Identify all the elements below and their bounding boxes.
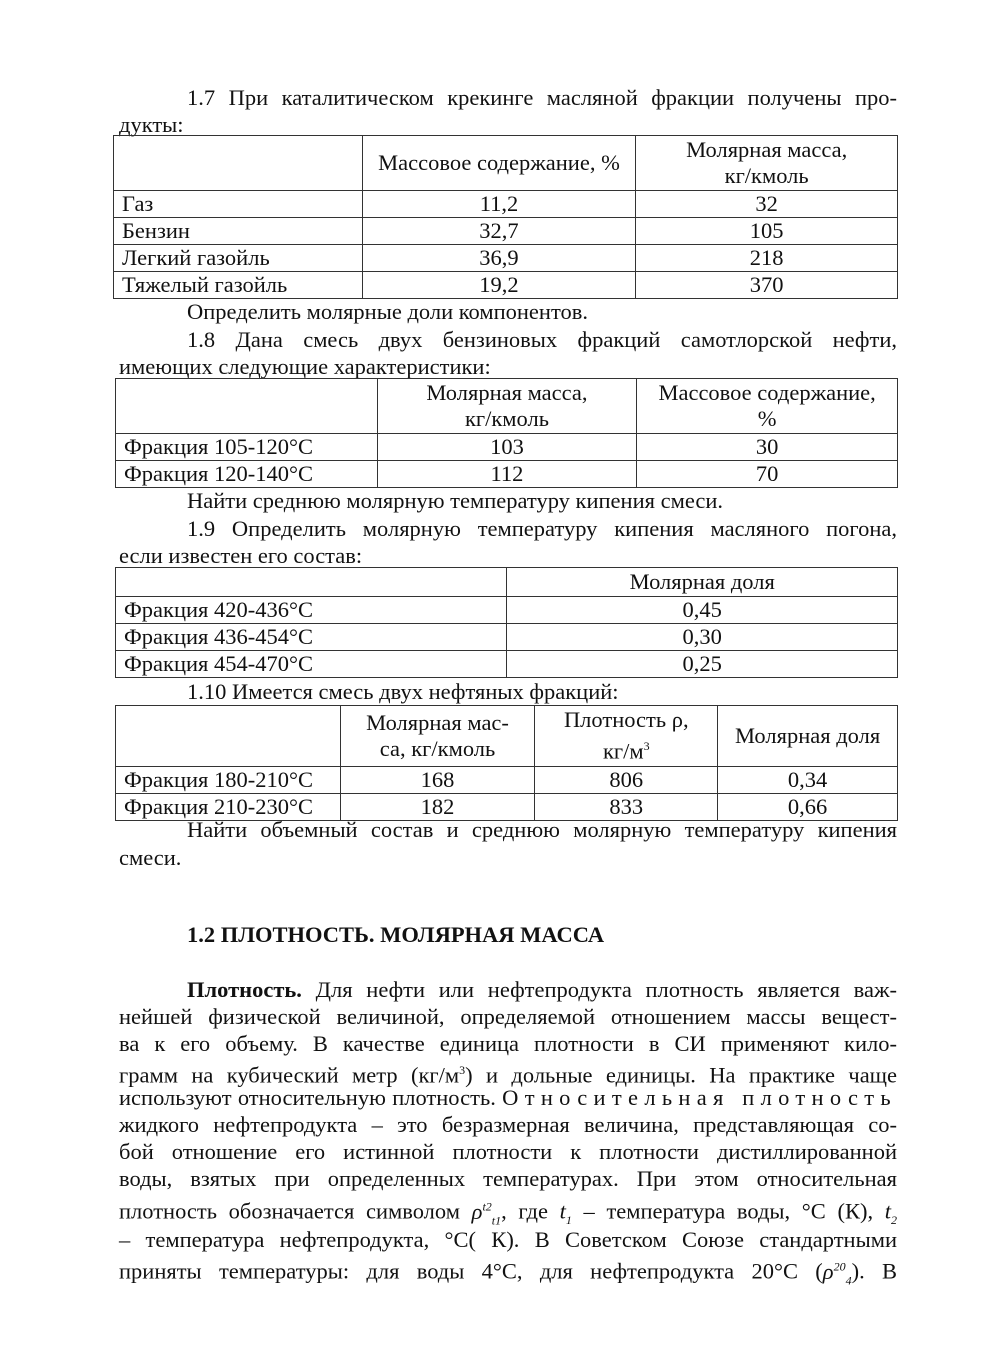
paragraph-lead: Плотность. [187,977,302,1002]
paragraph-line: плотность обозначается символом $\rho^{t2}_{t1}$, где $t_1$ – температура воды, °С (К), $t_2$ [119,1198,897,1227]
table-header-empty [116,568,507,597]
problem-1-10-intro: 1.10 Имеется смесь двух нефтяных фракций: [187,679,619,704]
paragraph-line: – температура нефтепродукта, °С( К). В Советском Союзе стандартными [119,1227,897,1252]
table-row: Бензин 32,7 105 [114,218,898,245]
table-header-mass-content: Массовое содержание, % [362,136,636,191]
problem-1-8-intro-line1: 1.8 Дана смесь двух бензиновых фракций самотлорской нефти, [187,327,897,352]
table-header-empty [116,706,341,767]
problem-1-10-task-line1: Найти объемный состав и среднюю молярную температуру кипения [187,817,897,842]
problem-1-9-intro-line1: 1.9 Определить молярную температуру кипения масляного погона, [187,516,897,541]
spaced-term: Относительная плотность [502,1085,897,1110]
table-row: Фракция 180-210°С 168 806 0,34 [116,766,898,793]
table-header-molar-fraction: Молярная доля [718,706,898,767]
table-row: Фракция 454-470°С 0,25 [116,651,898,678]
rho-symbol: $\rho^{20}_4$ [822,1258,852,1287]
table-header-density: Плотность ρ, $кг/м^3$ [535,706,718,767]
problem-1-8-task: Найти среднюю молярную температуру кипения смеси. [187,488,724,513]
table-header-molar-mass: Молярная мас- са, кг/кмоль [340,706,535,767]
problem-1-7-intro-line1: 1.7 При каталитическом крекинге масляной фракции получены про- [187,85,897,110]
table-header-molar-mass: Молярная масса, кг/кмоль [636,136,898,191]
paragraph-line: нейшей физической величиной, определяемой отношением массы вещест- [119,1004,897,1029]
paragraph-line: приняты температуры: для воды 4°С, для нефтепродукта 20°С $(\rho^{20}_4)$. В [119,1258,897,1287]
paragraph-line: воды, взятых при определенных температурах. При этом относительная [119,1166,897,1191]
section-heading: 1.2 ПЛОТНОСТЬ. МОЛЯРНАЯ МАССА [187,922,605,947]
table-1-10 [115,705,898,821]
table-header-molar-mass: Молярная масса, кг/кмоль [377,379,637,434]
paragraph-line: бой отношение его истинной плотности к плотности дистиллированной [119,1139,897,1164]
table-1-8 [115,378,898,488]
problem-1-10-task-line2: смеси. [119,845,182,870]
problem-1-9-intro-line2: если известен его состав: [119,543,363,568]
paragraph-line: Плотность. Для нефти или нефтепродукта плотность является важ- [187,977,897,1002]
table-header-mass-content: Массовое содержание, % [637,379,898,434]
problem-1-7-intro-line2: дукты: [119,112,184,137]
table-row: Газ 11,2 32 [114,191,898,218]
table-row: Фракция 420-436°С 0,45 [116,597,898,624]
problem-1-7-task: Определить молярные доли компонентов. [187,299,588,324]
table-row: Фракция 120-140°С 112 70 [116,461,898,488]
table-1-9 [115,567,898,678]
table-row: Фракция 436-454°С 0,30 [116,624,898,651]
table-row: Легкий газойль 36,9 218 [114,245,898,272]
paragraph-line: ва к его объему. В качестве единица плотности в СИ применяют кило- [119,1031,897,1056]
table-row: Фракция 210-230°С 182 833 0,66 [116,793,898,820]
table-header-empty [116,379,378,434]
table-header-molar-fraction: Молярная доля [507,568,898,597]
table-1-7 [113,135,898,299]
paragraph-line: грамм на кубический метр $(кг/м^3)$ и дольные единицы. На практике чаще [119,1062,897,1088]
rho-symbol: $\rho^{t2}_{t1}$ [471,1198,502,1227]
problem-1-8-intro-line2: имеющих следующие характеристики: [119,354,491,379]
table-row: Фракция 105-120°С 103 30 [116,434,898,461]
paragraph-line: используют относительную плотность. Относительная плотность [119,1085,897,1110]
paragraph-line: жидкого нефтепродукта – это безразмерная величина, представляющая со- [119,1112,897,1137]
table-row: Тяжелый газойль 19,2 370 [114,272,898,299]
table-header-empty [114,136,363,191]
